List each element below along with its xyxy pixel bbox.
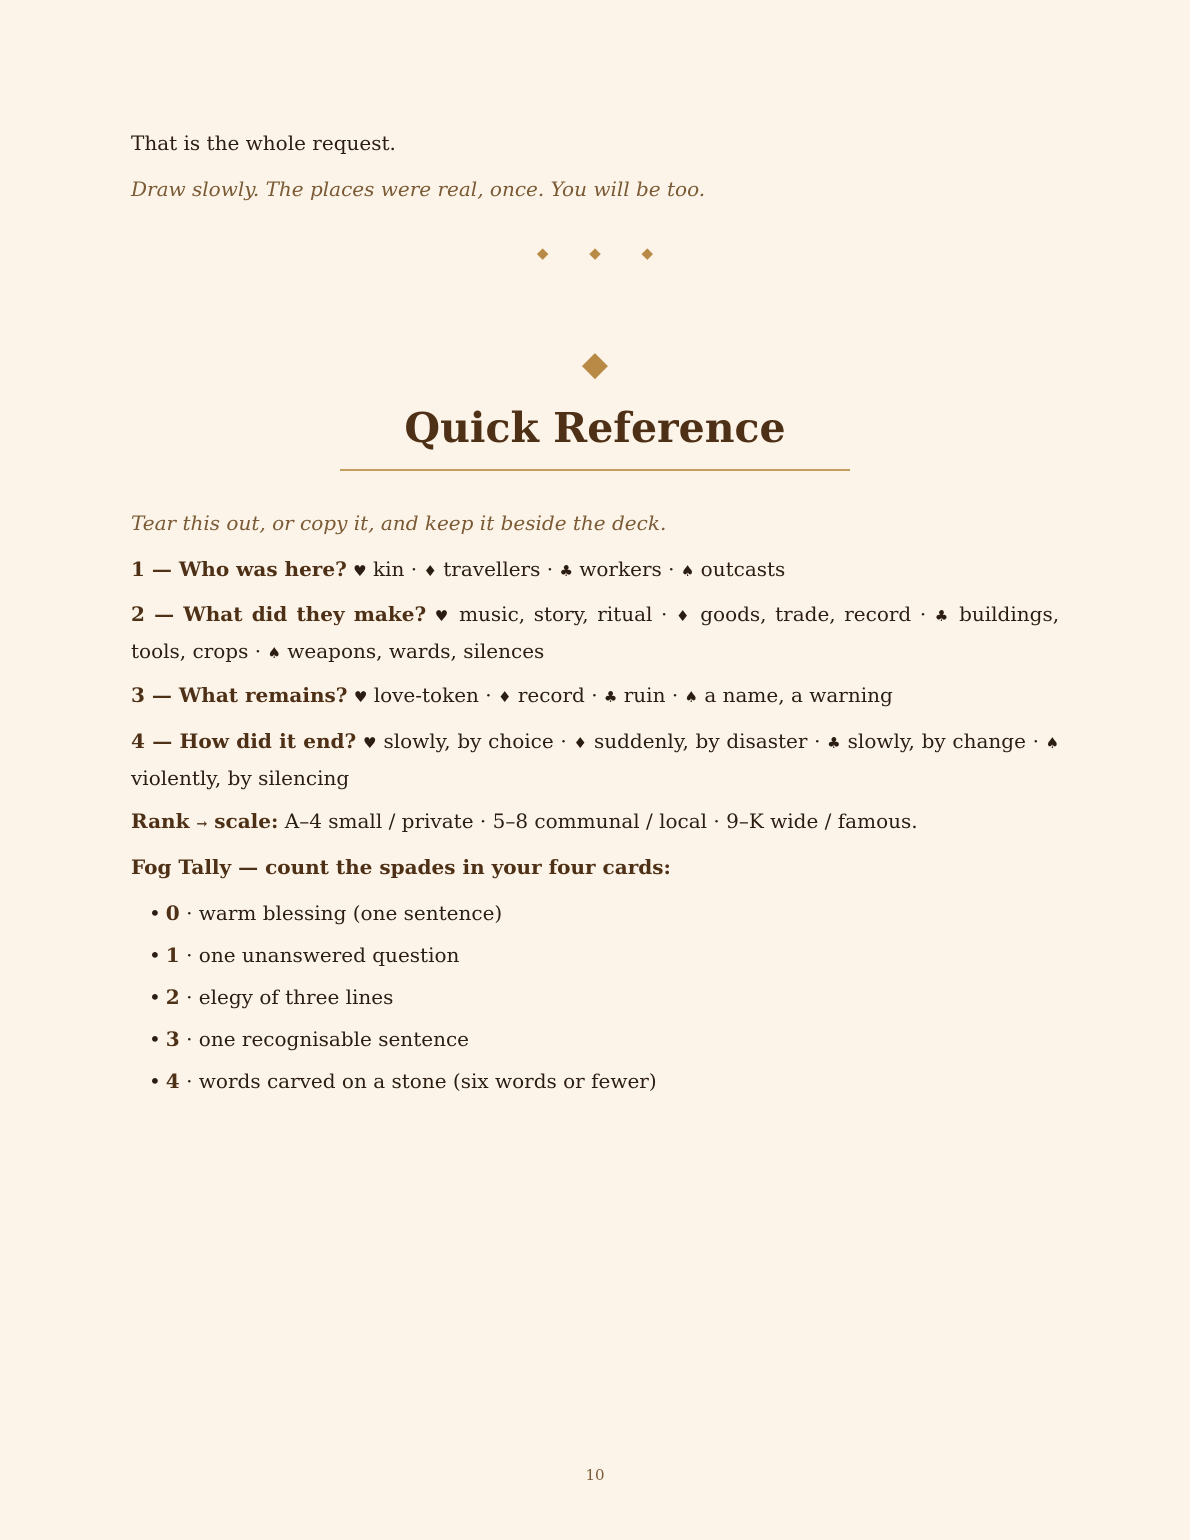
tally-count: 1 [165, 943, 180, 967]
page-number: 10 [585, 1466, 605, 1484]
club-icon: ♣ [934, 607, 951, 625]
tally-text: warm blessing (one sentence) [198, 901, 503, 925]
separator: · [560, 729, 567, 753]
club-icon: ♣ [827, 734, 841, 752]
answer-heart: love-token [373, 683, 479, 707]
diamond-icon: ♦ [498, 688, 512, 706]
list-item: • 0 · warm blessing (one sentence) [149, 901, 503, 925]
spade-icon: ♠ [684, 688, 698, 706]
spade-icon: ♠ [680, 562, 695, 580]
answer-diamond: suddenly, by disaster [593, 729, 808, 753]
club-icon: ♣ [603, 688, 618, 706]
tally-text: one unanswered question [198, 943, 460, 967]
intro-text: That is the whole request. [131, 131, 396, 155]
separator: · [668, 557, 675, 581]
fog-tally-heading [131, 850, 1059, 885]
question-end [131, 724, 1059, 796]
rank-label [131, 809, 278, 833]
tally-count: 2 [165, 985, 180, 1009]
section-divider [131, 244, 1059, 262]
answer-club: buildings, tools, crops [131, 602, 1060, 663]
answer-club: slowly, by change [847, 729, 1026, 753]
list-item: • 3 · one recognisable sentence [149, 1027, 469, 1051]
answer-spade: violently, by silencing [131, 766, 350, 790]
answer-diamond: record [517, 683, 585, 707]
diamond-icon: ♦ [423, 562, 437, 580]
fog-tally-heading-text: Fog Tally — count the spades in your four cards: [131, 855, 671, 879]
diamond-icon: ◆ [589, 244, 601, 262]
question-label: 3 — What remains? [131, 683, 348, 707]
rank-text: A–4 small / private · 5–8 communal / local · 9–K wide / famous. [284, 809, 918, 833]
separator: · [591, 683, 598, 707]
question-label: 2 — What did they make? [131, 602, 427, 626]
answer-club: ruin [623, 683, 666, 707]
rank-label-b: scale: [214, 809, 279, 833]
spade-icon: ♠ [1045, 734, 1060, 752]
diamond-icon: ♦ [573, 734, 588, 752]
separator: · [671, 683, 679, 707]
heading-ornament-icon: ◆ [581, 344, 609, 384]
heart-icon: ♥ [353, 688, 368, 706]
tally-text: elegy of three lines [198, 985, 394, 1009]
tally-count: 3 [165, 1027, 180, 1051]
question-who [131, 552, 1059, 589]
tally-count: 0 [165, 901, 180, 925]
separator: · [546, 557, 554, 581]
answer-spade: a name, a warning [704, 683, 893, 707]
rank-scale [131, 804, 1059, 842]
separator: · [410, 557, 418, 581]
question-remains [131, 678, 1059, 715]
title-underline [340, 469, 850, 471]
tally-count: 4 [165, 1069, 180, 1093]
answer-heart: music, story, ritual [459, 602, 653, 626]
answer-heart: kin [372, 557, 405, 581]
answer-heart: slowly, by choice [383, 729, 554, 753]
tally-text: one recognisable sentence [198, 1027, 469, 1051]
diamond-icon: ◆ [641, 244, 654, 262]
heart-icon: ♥ [434, 607, 451, 625]
heart-icon: ♥ [362, 734, 377, 752]
separator: · [254, 639, 262, 663]
question-make [131, 597, 1059, 671]
question-label: 1 — Who was here? [131, 557, 347, 581]
fog-tally-list [149, 896, 657, 1106]
answer-spade: outcasts [700, 557, 786, 581]
answer-club: workers [579, 557, 662, 581]
spade-icon: ♠ [267, 644, 281, 662]
separator: · [814, 729, 821, 753]
list-item: • 1 · one unanswered question [149, 943, 460, 967]
arrow-right-icon: → [196, 817, 208, 832]
question-label: 4 — How did it end? [131, 729, 357, 753]
closing-line: Draw slowly. The places were real, once. You will be too. [131, 177, 706, 201]
section-title: Quick Reference [404, 404, 786, 452]
answer-diamond: travellers [443, 557, 541, 581]
heart-icon: ♥ [353, 562, 367, 580]
answer-spade: weapons, wards, silences [287, 639, 545, 663]
section-subtitle: Tear this out, or copy it, and keep it beside the deck. [131, 511, 667, 535]
tally-text: words carved on a stone (six words or fewer) [198, 1069, 657, 1093]
separator: · [661, 602, 668, 626]
list-item: • 4 · words carved on a stone (six words or fewer) [149, 1069, 657, 1093]
rank-label-a: Rank [131, 809, 190, 833]
list-item: • 2 · elegy of three lines [149, 985, 394, 1009]
separator: · [919, 602, 927, 626]
club-icon: ♣ [559, 562, 573, 580]
diamond-icon: ♦ [675, 607, 692, 625]
separator: · [1032, 729, 1039, 753]
separator: · [485, 683, 492, 707]
answer-diamond: goods, trade, record [700, 602, 912, 626]
diamond-icon: ◆ [536, 244, 549, 262]
